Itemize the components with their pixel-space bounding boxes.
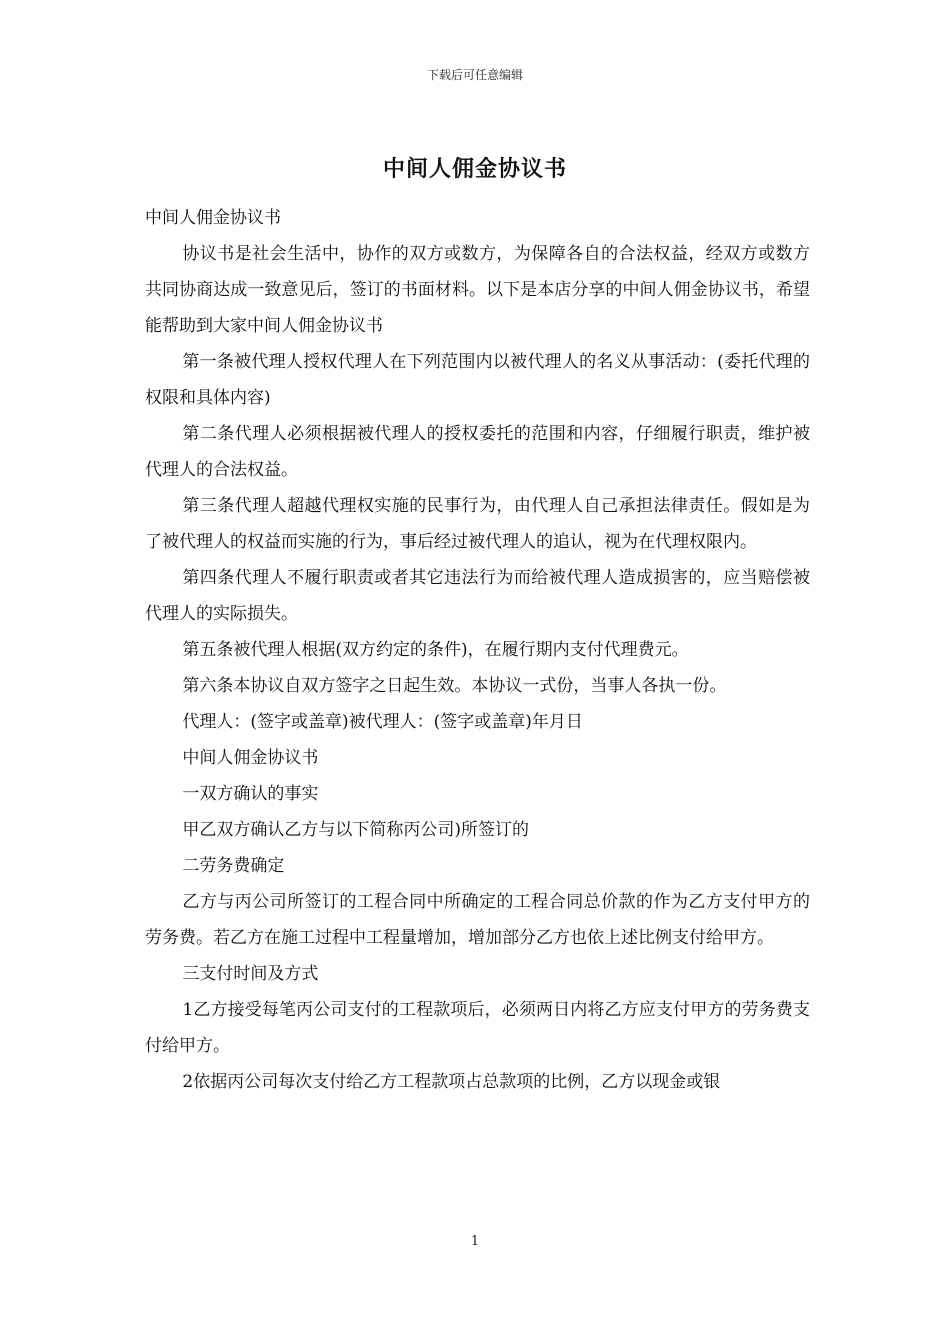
paragraph-facts: 甲乙双方确认乙方与以下简称丙公司)所签订的	[182, 820, 530, 840]
paragraph-intro: 协议书是社会生活中，协作的双方或数方，为保障各自的合法权益，经双方或数方共同协商达成一致意见后，签订的书面材料。以下是本店分享的中间人佣金协议书，希望能帮助到大家中间人佣金协议书	[145, 244, 810, 336]
section-heading-3: 三支付时间及方式	[182, 964, 319, 984]
paragraph-article-1: 第一条被代理人授权代理人在下列范围内以被代理人的名义从事活动：(委托代理的权限和具体内容)	[145, 352, 810, 408]
paragraph-payment-1: 1乙方接受每笔丙公司支付的工程款项后，必须两日内将乙方应支付甲方的劳务费支付给甲方。	[145, 1000, 810, 1056]
document-title: 中间人佣金协议书	[382, 156, 567, 182]
page-header-note: 下载后可任意编辑	[426, 68, 523, 82]
paragraph-article-4: 第四条代理人不履行职责或者其它违法行为而给被代理人造成损害的，应当赔偿被代理人的实际损失。	[145, 568, 810, 624]
paragraph-signature-line: 代理人：(签字或盖章)被代理人：(签字或盖章)年月日	[182, 712, 583, 732]
section-heading-2: 二劳务费确定	[182, 856, 285, 876]
section-heading-1: 一双方确认的事实	[182, 784, 319, 804]
paragraph-article-3: 第三条代理人超越代理权实施的民事行为，由代理人自己承担法律责任。假如是为了被代理人的权益而实施的行为，事后经过被代理人的追认，视为在代理权限内。	[145, 496, 810, 552]
page-number: 1	[470, 1234, 480, 1249]
paragraph-article-5: 第五条被代理人根据(双方约定的条件)，在履行期内支付代理费元。	[182, 640, 689, 660]
paragraph-fee: 乙方与丙公司所签订的工程合同中所确定的工程合同总价款的作为乙方支付甲方的劳务费。若乙方在施工过程中工程量增加，增加部分乙方也依上述比例支付给甲方。	[145, 892, 810, 948]
paragraph-article-6: 第六条本协议自双方签字之日起生效。本协议一式份，当事人各执一份。	[182, 676, 727, 696]
document-body	[145, 200, 810, 1100]
paragraph-subtitle: 中间人佣金协议书	[145, 208, 281, 228]
paragraph-article-2: 第二条代理人必须根据被代理人的授权委托的范围和内容，仔细履行职责，维护被代理人的合法权益。	[145, 424, 810, 480]
paragraph-payment-2: 2依据丙公司每次支付给乙方工程款项占总款项的比例，乙方以现金或银	[182, 1072, 721, 1092]
paragraph-second-title: 中间人佣金协议书	[182, 748, 319, 768]
